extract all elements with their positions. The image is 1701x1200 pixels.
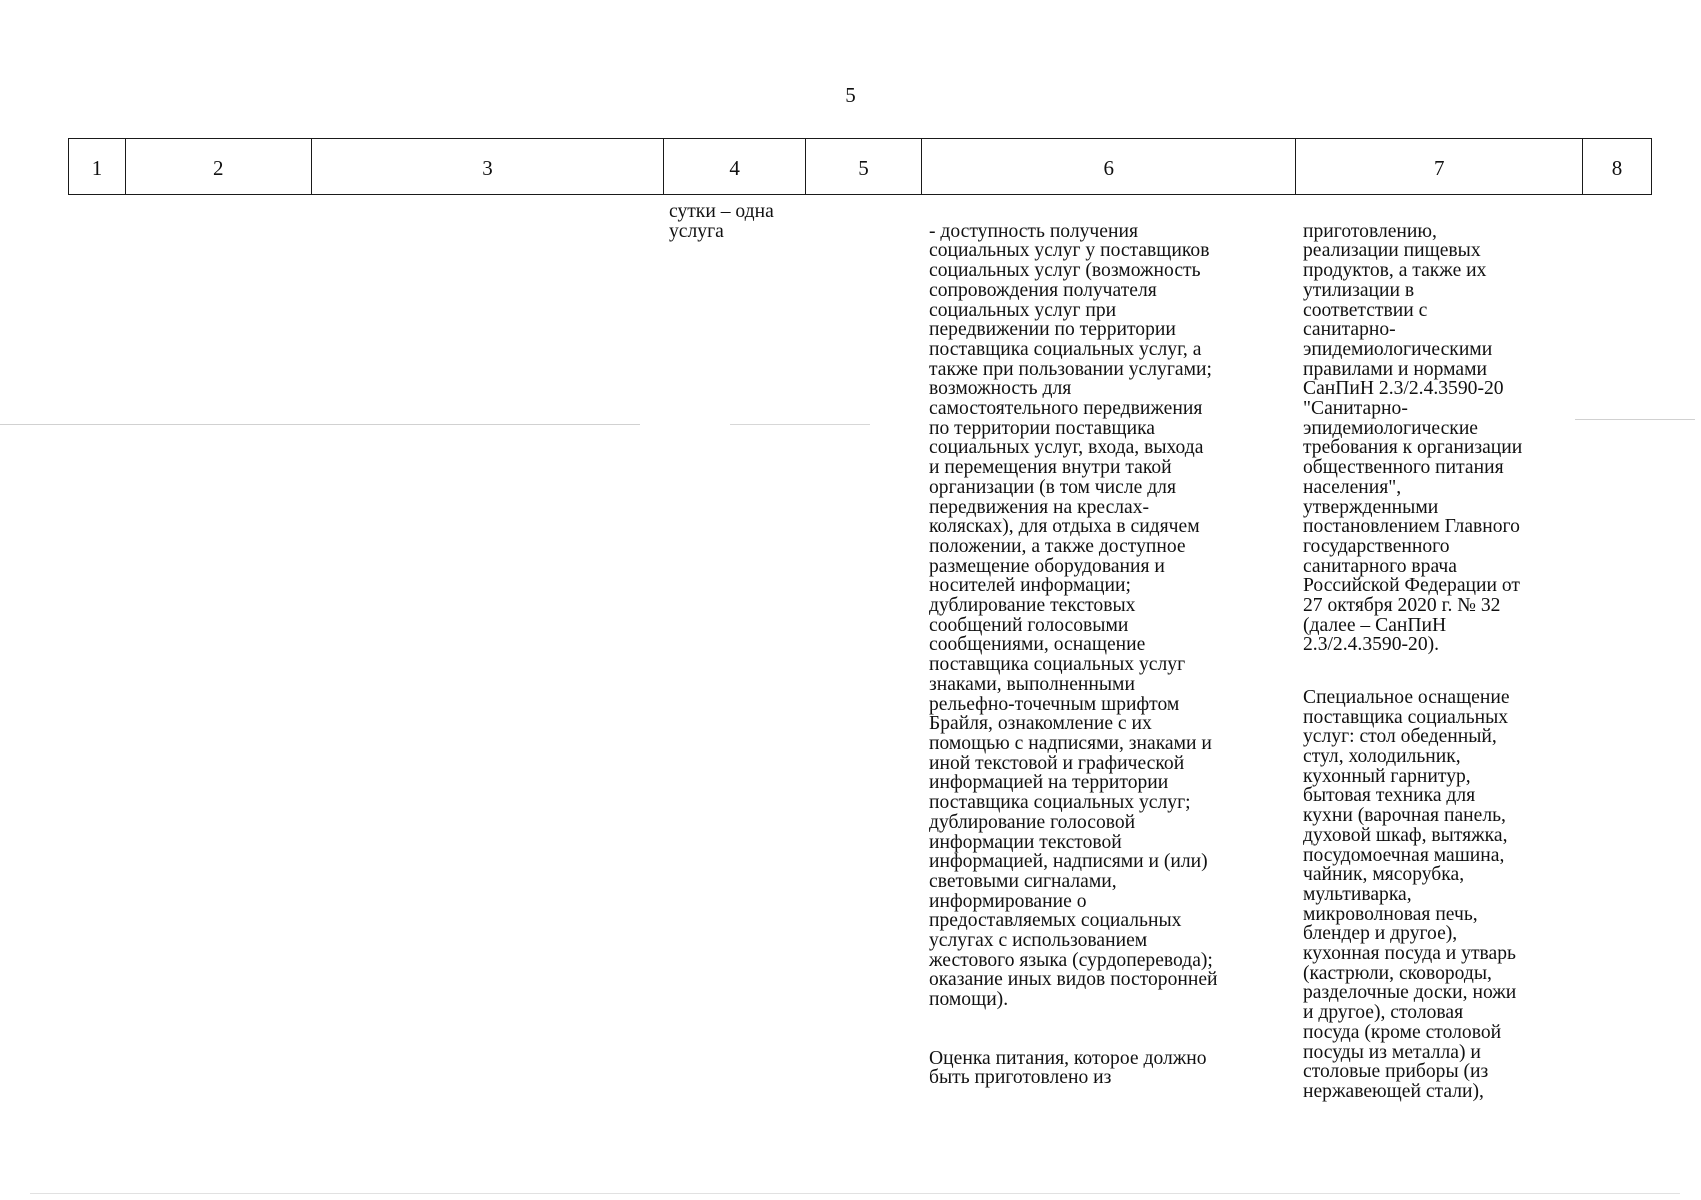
header-cell-3: 3 xyxy=(312,139,665,194)
cell-col7 xyxy=(1303,202,1588,1121)
cell-col7-paragraph-1: приготовлению, реализации пищевых продуктов, а также их утилизации в соответствии с санитарно- эпидемиологическими правилами и нормами СанПиН 2.3/2.4.3590-20 "Санитарно- эпидемиологические требования к организации общественного питания населения", утвержденными постановлением Главного государственного санитарного врача Российской Федерации от 27 октября 2020 г. № 32 (далее – СанПиН 2.3/2.4.3590-20). xyxy=(1303,220,1523,656)
cell-col6-paragraph-1: - доступность получения социальных услуг у поставщиков социальных услуг (возможность сопровождения получателя социальных услуг при передвижении по территории поставщика социальных услуг, а также при пользовании услугами; возможность для самостоятельного передвижения по территории поставщика социальных услуг, входа, выхода и перемещения внутри такой организации (в том числе для передвижения на креслах- колясках), для отдыха в сидячем положении, а также доступное размещение оборудования и носителей информации; дублирование текстовых сообщений голосовыми сообщениями, оснащение поставщика социальных услуг знаками, выполненными рельефно-точечным шрифтом Брайля, ознакомление с их помощью с надписями, знаками и иной текстовой и графической информацией на территории поставщика социальных услуг; дублирование голосовой информации текстовой информацией, надписями и (или) световыми сигналами, информирование о предоставляемых социальных услугах с использованием жестового языка (сурдоперевода); оказание иных видов посторонней помощи). xyxy=(929,220,1218,1011)
cell-col6 xyxy=(929,202,1299,1108)
cell-col7-paragraph-2: Специальное оснащение поставщика социальных услуг: стол обеденный, стул, холодильник, кухонный гарнитур, бытовая техника для кухни (варочная панель, духовой шкаф, вытяжка, посудомоечная машина, чайник, мясорубка, мультиварка, микроволновая печь, блендер и другое), кухонная посуда и утварь (кастрюли, сковороды, разделочные доски, ножи и другое), столовая посуда (кроме столовой посуды из металла) и столовые приборы (из нержавеющей стали), xyxy=(1303,686,1517,1102)
header-cell-5: 5 xyxy=(806,139,922,194)
header-cell-1: 1 xyxy=(69,139,126,194)
header-cell-4: 4 xyxy=(664,139,806,194)
scan-artifact-line xyxy=(730,424,870,425)
scan-artifact-line xyxy=(1575,419,1695,420)
scan-artifact-line xyxy=(30,1193,1680,1194)
page-number: 5 xyxy=(845,83,856,107)
header-cell-7: 7 xyxy=(1296,139,1583,194)
scan-artifact-line xyxy=(0,424,640,425)
cell-col6-paragraph-2: Оценка питания, которое должно быть приготовлено из xyxy=(929,1047,1207,1089)
header-cell-8: 8 xyxy=(1611,156,1623,180)
cell-col4-text: сутки – одна услуга xyxy=(669,201,774,242)
table-header-row xyxy=(68,138,1652,195)
header-cell-6: 6 xyxy=(922,139,1297,194)
header-cell-2: 2 xyxy=(126,139,312,194)
